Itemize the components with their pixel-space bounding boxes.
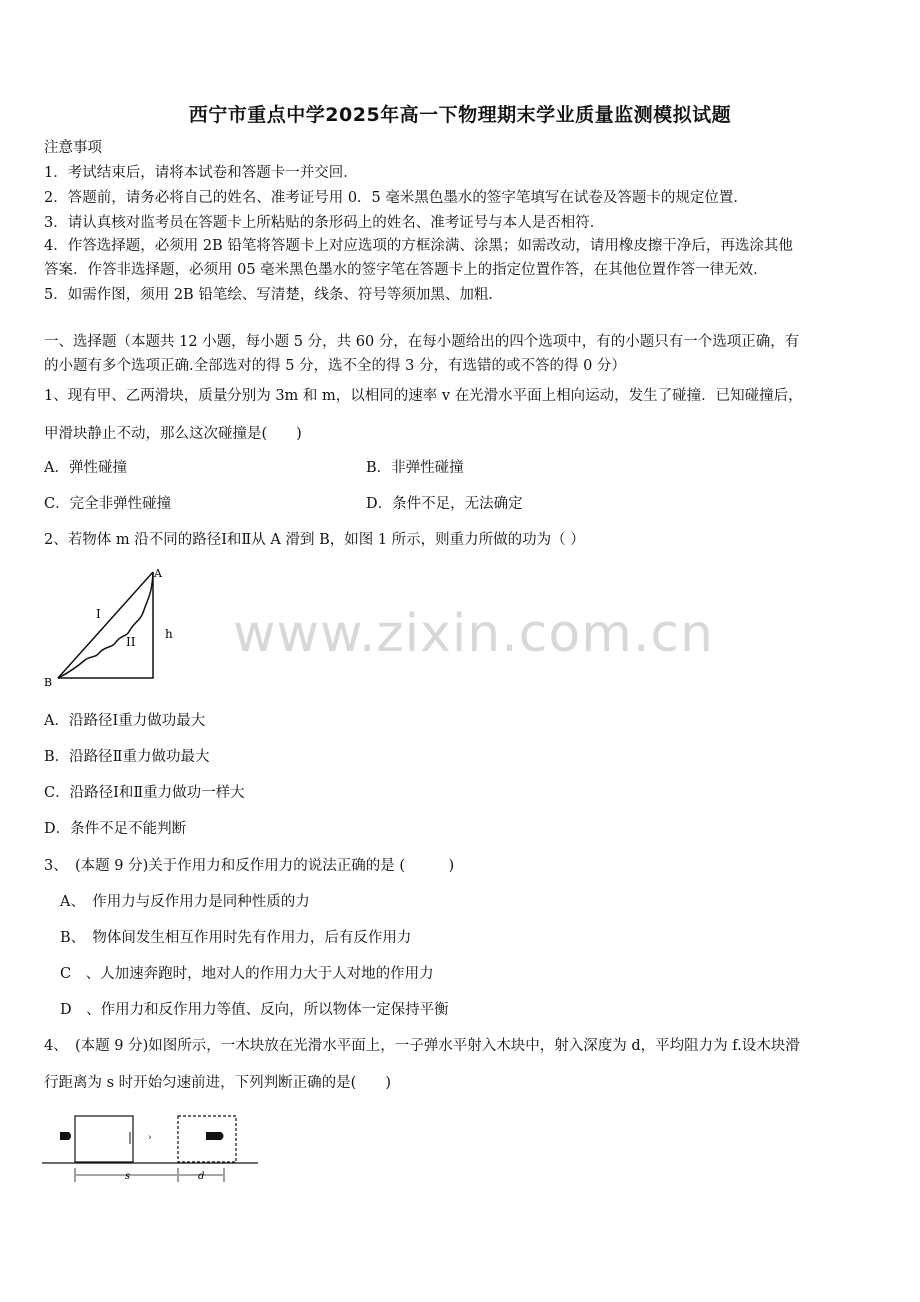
bullet-block-figure <box>40 1112 262 1190</box>
label-d: d <box>198 1171 205 1182</box>
block-initial <box>75 1116 133 1162</box>
bullet-embedded <box>206 1132 224 1140</box>
notice-item: 4．作答选择题，必须用 2B 铅笔将答题卡上对应选项的方框涂满、涂黑；如需改动，请用橡皮擦干净后，再选涂其他 <box>44 238 793 254</box>
arrow-mark: › <box>148 1133 152 1143</box>
label-path-1: I <box>96 607 101 621</box>
notice-item: 答案．作答非选择题，必须用 05 毫米黑色墨水的签字笔在答题卡上的指定位置作答，在其他位置作答一律无效． <box>44 262 768 278</box>
label-h: h <box>165 627 173 641</box>
label-a: A <box>154 567 162 580</box>
question-3-stem: 3、 (本题 9 分)关于作用力和反作用力的说法正确的是 ( ) <box>44 858 455 874</box>
path-1-line <box>58 572 153 678</box>
question-3-option-c: C 、人加速奔跑时，地对人的作用力大于人对地的作用力 <box>60 966 434 982</box>
question-2-option-b: B．沿路径Ⅱ重力做功最大 <box>44 749 210 765</box>
slope-figure <box>40 562 190 692</box>
question-4-stem: 行距离为 s 时开始匀速前进，下列判断正确的是( ) <box>44 1075 391 1091</box>
question-1-option-b: B．非弹性碰撞 <box>366 460 464 476</box>
bullet-initial <box>60 1132 71 1140</box>
question-2-stem: 2、若物体 m 沿不同的路径Ⅰ和Ⅱ从 A 滑到 B，如图 1 所示，则重力所做的功为（ ） <box>44 532 585 548</box>
question-1-option-d: D．条件不足，无法确定 <box>366 496 523 512</box>
label-b: B <box>44 676 53 689</box>
notice-item: 2．答题前，请务必将自己的姓名、准考证号用 0．5 毫米黑色墨水的签字笔填写在试卷及答题卡的规定位置． <box>44 190 748 206</box>
notice-heading: 注意事项 <box>44 140 102 156</box>
question-1-option-c: C．完全非弹性碰撞 <box>44 496 172 512</box>
question-2-option-d: D．条件不足不能判断 <box>44 821 187 837</box>
watermark: www.zixin.com.cn <box>233 604 714 664</box>
question-4-stem: 4、 (本题 9 分)如图所示，一木块放在光滑水平面上，一子弹水平射入木块中，射入深度为 d，平均阻力为 f.设木块滑 <box>44 1038 800 1054</box>
label-s: s <box>125 1171 131 1182</box>
section-instructions: 的小题有多个选项正确.全部选对的得 5 分，选不全的得 3 分，有选错的或不答的得 0 分） <box>44 358 626 374</box>
label-path-2: II <box>126 635 136 649</box>
notice-item: 5．如需作图，须用 2B 铅笔绘、写清楚，线条、符号等须加黑、加粗． <box>44 287 503 303</box>
page-title: 西宁市重点中学2025年高一下物理期末学业质量监测模拟试题 <box>188 104 732 126</box>
question-1-stem: 1、现有甲、乙两滑块，质量分别为 3m 和 m，以相同的速率 v 在光滑水平面上相向运动，发生了碰撞．已知碰撞后， <box>44 388 803 404</box>
question-3-option-d: D 、作用力和反作用力等值、反向，所以物体一定保持平衡 <box>60 1002 449 1018</box>
section-instructions: 一、选择题（本题共 12 小题，每小题 5 分，共 60 分，在每小题给出的四个选项中，有的小题只有一个选项正确，有 <box>44 334 800 350</box>
notice-item: 3．请认真核对监考员在答题卡上所粘贴的条形码上的姓名、准考证号与本人是否相符． <box>44 215 605 231</box>
question-2-option-a: A．沿路径Ⅰ重力做功最大 <box>44 713 206 729</box>
question-2-option-c: C．沿路径Ⅰ和Ⅱ重力做功一样大 <box>44 785 245 801</box>
question-1-option-a: A．弹性碰撞 <box>44 460 127 476</box>
notice-item: 1．考试结束后，请将本试卷和答题卡一并交回． <box>44 165 358 181</box>
question-1-stem: 甲滑块静止不动，那么这次碰撞是( ) <box>44 426 302 442</box>
question-3-option-b: B、 物体间发生相互作用时先有作用力，后有反作用力 <box>60 930 412 946</box>
question-3-option-a: A、 作用力与反作用力是同种性质的力 <box>60 894 310 910</box>
